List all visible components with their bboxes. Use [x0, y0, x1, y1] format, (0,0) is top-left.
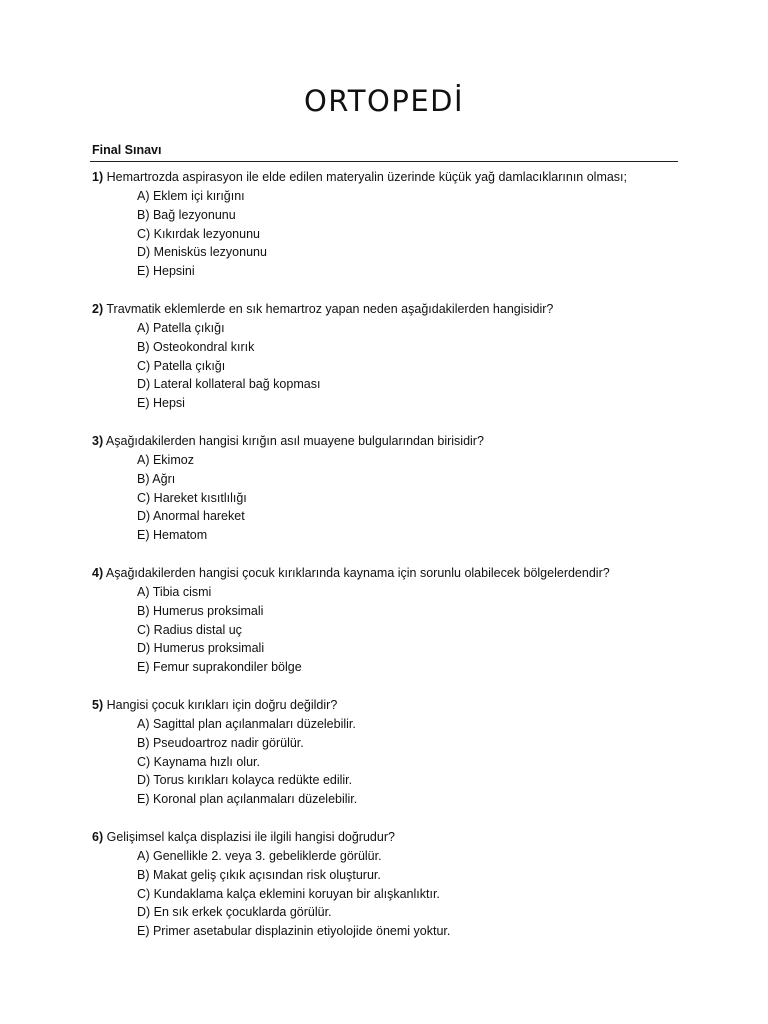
question-number: 5): [92, 698, 104, 712]
option-c: C) Hareket kısıtlılığı: [137, 490, 247, 505]
option-e: E) Hematom: [137, 528, 208, 543]
option-a: A) Ekimoz: [137, 453, 194, 467]
question-6: [92, 828, 682, 960]
question-text: [92, 828, 682, 847]
option-b: B) Ağrı: [137, 471, 176, 486]
question-stem: Hemartrozda aspirasyon ile elde edilen materyalin üzerinde küçük yağ damlacıklarının olması;: [106, 170, 628, 184]
option-b: B) Makat geliş çıkık açısından risk oluşturur.: [137, 867, 381, 882]
option-a: A) Eklem içi kırığını: [137, 189, 245, 203]
option-c: C) Kundaklama kalça eklemini koruyan bir alışkanlıktır.: [137, 886, 440, 901]
option-list: [92, 451, 682, 545]
question-2: [92, 300, 682, 432]
option-a: A) Tibia cismi: [137, 585, 212, 599]
question-stem: Travmatik eklemlerde en sık hemartroz yapan neden aşağıdakilerden hangisidir?: [106, 302, 554, 316]
option-e: E) Hepsi: [137, 396, 185, 411]
option-list: [92, 187, 682, 281]
option-c: C) Radius distal uç: [137, 622, 242, 637]
question-1: [92, 168, 682, 300]
option-b: B) Osteokondral kırık: [137, 339, 255, 354]
question-stem: Aşağıdakilerden hangisi kırığın asıl muayene bulgularından birisidir?: [105, 434, 484, 448]
option-a: A) Genellikle 2. veya 3. gebeliklerde görülür.: [137, 849, 382, 863]
option-e: E) Koronal plan açılanmaları düzelebilir.: [137, 792, 358, 807]
question-5: [92, 696, 682, 828]
option-b: B) Humerus proksimali: [137, 603, 264, 618]
question-4: [92, 564, 682, 696]
option-list: [92, 319, 682, 413]
question-number: 1): [92, 170, 104, 184]
question-number: 4): [92, 566, 104, 580]
question-text: [92, 168, 682, 187]
option-list: [92, 715, 682, 809]
question-text: [92, 696, 682, 715]
question-stem: Hangisi çocuk kırıkları için doğru değildir?: [106, 698, 338, 712]
option-list: [92, 583, 682, 677]
question-3: [92, 432, 682, 564]
option-e: E) Hepsini: [137, 264, 195, 279]
option-a: A) Patella çıkığı: [137, 321, 225, 335]
option-d: D) Menisküs lezyonunu: [137, 245, 267, 260]
question-number: 6): [92, 830, 104, 844]
question-text: [92, 564, 682, 583]
option-c: C) Kaynama hızlı olur.: [137, 754, 260, 769]
option-a: A) Sagittal plan açılanmaları düzelebilir.: [137, 717, 356, 731]
option-e: E) Femur suprakondiler bölge: [137, 660, 302, 675]
header-divider: [90, 161, 678, 162]
question-list: [92, 168, 682, 960]
option-d: D) Anormal hareket: [137, 509, 245, 524]
page-title: ORTOPEDİ: [303, 84, 465, 118]
question-stem: Aşağıdakilerden hangisi çocuk kırıklarında kaynama için sorunlu olabilecek bölgelerdendir?: [105, 566, 610, 580]
question-number: 3): [92, 434, 104, 448]
option-d: D) Humerus proksimali: [137, 641, 265, 656]
exam-subtitle: Final Sınavı: [92, 143, 162, 157]
option-e: E) Primer asetabular displazinin etiyolojide önemi yoktur.: [137, 924, 451, 939]
question-stem: Gelişimsel kalça displazisi ile ilgili hangisi doğrudur?: [106, 830, 395, 844]
question-text: [92, 300, 682, 319]
question-text: [92, 432, 682, 451]
option-d: D) En sık erkek çocuklarda görülür.: [137, 905, 332, 920]
option-c: C) Kıkırdak lezyonunu: [137, 226, 260, 241]
option-b: B) Pseudoartroz nadir görülür.: [137, 735, 304, 750]
option-list: [92, 847, 682, 941]
question-number: 2): [92, 302, 104, 316]
option-c: C) Patella çıkığı: [137, 358, 226, 373]
option-d: D) Torus kırıkları kolayca redükte edilir.: [137, 773, 353, 788]
option-d: D) Lateral kollateral bağ kopması: [137, 377, 321, 392]
option-b: B) Bağ lezyonunu: [137, 207, 236, 222]
